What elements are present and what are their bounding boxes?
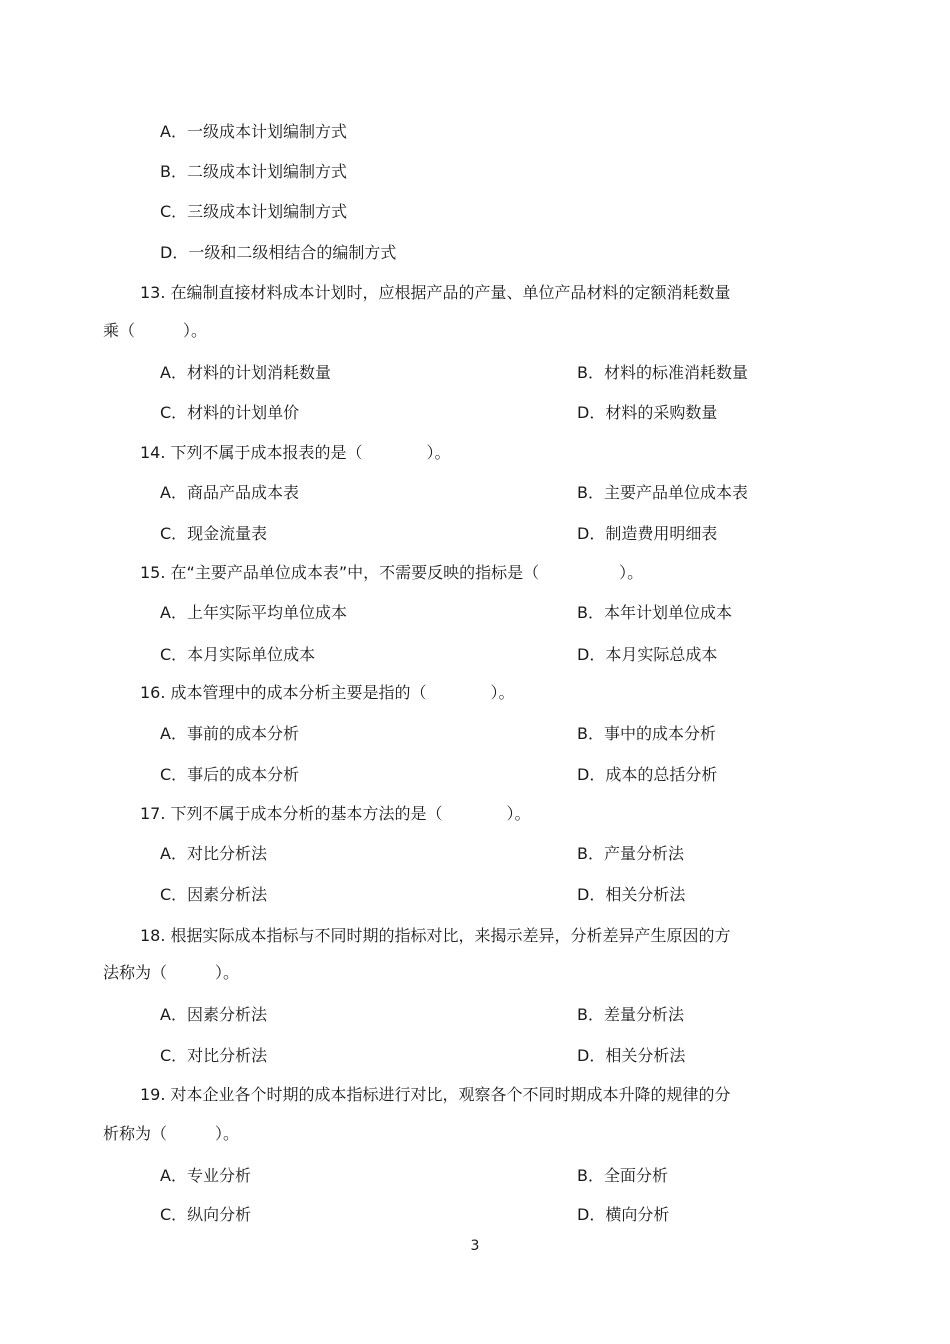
option-12-b: B．二级成本计划编制方式 [160, 162, 347, 181]
question-13-text-cont: 乘（ ）。 [103, 321, 208, 340]
option-16-d: D．成本的总括分析 [577, 765, 718, 784]
option-18-c: C．对比分析法 [160, 1046, 268, 1065]
option-16-a: A．事前的成本分析 [160, 724, 299, 743]
option-14-c: C．现金流量表 [160, 524, 268, 543]
option-13-a: A．材料的计划消耗数量 [160, 363, 331, 382]
option-19-a: A．专业分析 [160, 1166, 251, 1185]
option-15-a: A．上年实际平均单位成本 [160, 603, 347, 622]
option-15-b: B．本年计划单位成本 [577, 603, 732, 622]
option-18-b: B．差量分析法 [577, 1005, 684, 1024]
option-14-d: D．制造费用明细表 [577, 524, 718, 543]
option-13-b: B．材料的标准消耗数量 [577, 363, 748, 382]
option-19-b: B．全面分析 [577, 1166, 668, 1185]
page-number: 3 [470, 1238, 480, 1254]
question-17-text: 17. 下列不属于成本分析的基本方法的是（ ）。 [140, 804, 531, 823]
option-17-d: D．相关分析法 [577, 885, 686, 904]
option-16-c: C．事后的成本分析 [160, 765, 300, 784]
question-14-text: 14. 下列不属于成本报表的是（ ）。 [140, 443, 451, 462]
option-14-b: B．主要产品单位成本表 [577, 483, 748, 502]
option-15-d: D．本月实际总成本 [577, 645, 718, 664]
option-17-b: B．产量分析法 [577, 844, 684, 863]
option-15-c: C．本月实际单位成本 [160, 645, 316, 664]
option-12-a: A．一级成本计划编制方式 [160, 122, 347, 141]
option-18-a: A．因素分析法 [160, 1005, 267, 1024]
question-16-text: 16. 成本管理中的成本分析主要是指的（ ）。 [140, 683, 515, 702]
option-13-d: D．材料的采购数量 [577, 403, 718, 422]
question-15-text: 15. 在“主要产品单位成本表”中，不需要反映的指标是（ ）。 [140, 563, 644, 582]
option-14-a: A．商品产品成本表 [160, 483, 299, 502]
option-16-b: B．事中的成本分析 [577, 724, 716, 743]
question-18-text-cont: 法称为（ ）。 [103, 963, 240, 982]
option-17-a: A．对比分析法 [160, 844, 267, 863]
option-19-c: C．纵向分析 [160, 1205, 252, 1224]
question-19-text-cont: 析称为（ ）。 [103, 1124, 240, 1143]
question-18-text: 18. 根据实际成本指标与不同时期的指标对比，来揭示差异，分析差异产生原因的方 [140, 926, 731, 945]
option-13-c: C．材料的计划单价 [160, 403, 300, 422]
question-19-text: 19. 对本企业各个时期的成本指标进行对比，观察各个不同时期成本升降的规律的分 [140, 1085, 731, 1104]
option-12-c: C．三级成本计划编制方式 [160, 202, 348, 221]
option-18-d: D．相关分析法 [577, 1046, 686, 1065]
question-13-text: 13. 在编制直接材料成本计划时，应根据产品的产量、单位产品材料的定额消耗数量 [140, 283, 731, 302]
option-19-d: D．横向分析 [577, 1205, 670, 1224]
option-12-d: D．一级和二级相结合的编制方式 [160, 243, 397, 262]
option-17-c: C．因素分析法 [160, 885, 268, 904]
